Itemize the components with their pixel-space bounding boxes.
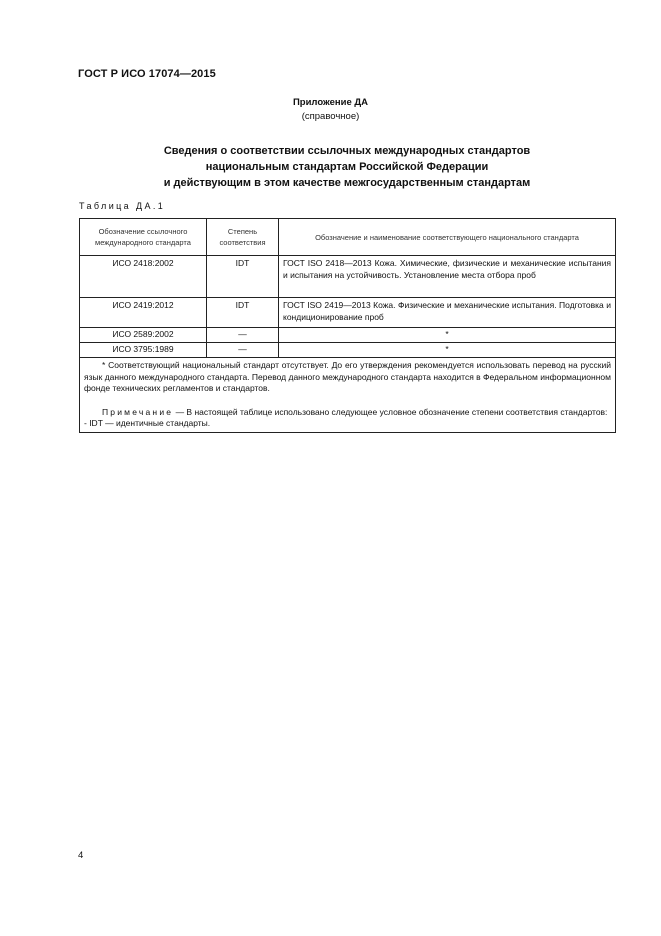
note-label: Примечание bbox=[102, 406, 174, 417]
table-notes-row bbox=[80, 358, 616, 433]
appendix-title: Приложение ДА bbox=[292, 97, 369, 108]
iso-designation: ИСО 2589:2002 bbox=[80, 328, 207, 343]
table-row bbox=[80, 328, 616, 343]
title-line-2: национальным стандартам Российской Федерации bbox=[205, 161, 489, 173]
note-item: - IDT — идентичные стандарты. bbox=[84, 418, 211, 428]
table-row bbox=[80, 256, 616, 298]
table-row bbox=[80, 298, 616, 328]
table-notes bbox=[80, 358, 616, 433]
section-title bbox=[0, 143, 661, 191]
table-row bbox=[80, 343, 616, 358]
degree-value: IDT bbox=[207, 256, 279, 298]
table-caption: Таблица ДА.1 bbox=[79, 201, 166, 211]
national-standard: ГОСТ ISO 2419—2013 Кожа. Физические и механические испытания. Подготовка и кондиционирование проб bbox=[279, 298, 616, 328]
title-line-1: Сведения о соответствии ссылочных международных стандартов bbox=[163, 145, 531, 157]
appendix-heading bbox=[0, 96, 661, 124]
header-reference-standard: Обозначение ссылочного международного стандарта bbox=[80, 219, 207, 256]
iso-designation: ИСО 2419:2012 bbox=[80, 298, 207, 328]
iso-designation: ИСО 3795:1989 bbox=[80, 343, 207, 358]
table-header-row bbox=[80, 219, 616, 256]
appendix-subtitle: (справочное) bbox=[301, 111, 360, 122]
page-number: 4 bbox=[78, 850, 84, 861]
degree-value: IDT bbox=[207, 298, 279, 328]
national-standard: * bbox=[279, 328, 616, 343]
standards-table bbox=[79, 218, 616, 433]
title-line-3: и действующим в этом качестве межгосударственным стандартам bbox=[163, 177, 531, 189]
document-code-header: ГОСТ Р ИСО 17074—2015 bbox=[78, 68, 216, 80]
degree-value: — bbox=[207, 328, 279, 343]
header-national-standard: Обозначение и наименование соответствующего национального стандарта bbox=[279, 219, 616, 256]
header-degree: Степень соответствия bbox=[207, 219, 279, 256]
note-paragraph bbox=[84, 407, 611, 419]
footnote-text: * Соответствующий национальный стандарт отсутствует. До его утверждения рекомендуется использовать перевод на русский язык данного международного стандарта. Перевод данного международного стандарта находится в Федеральном информационном фонде технических регламентов и стандартов. bbox=[84, 360, 611, 393]
degree-value: — bbox=[207, 343, 279, 358]
national-standard: ГОСТ ISO 2418—2013 Кожа. Химические, физические и механические испытания и испытания на устойчивость. Установление места отбора проб bbox=[279, 256, 616, 298]
iso-designation: ИСО 2418:2002 bbox=[80, 256, 207, 298]
note-text: — В настоящей таблице использовано следующее условное обозначение степени соответствия стандартов: bbox=[173, 406, 608, 417]
national-standard: * bbox=[279, 343, 616, 358]
